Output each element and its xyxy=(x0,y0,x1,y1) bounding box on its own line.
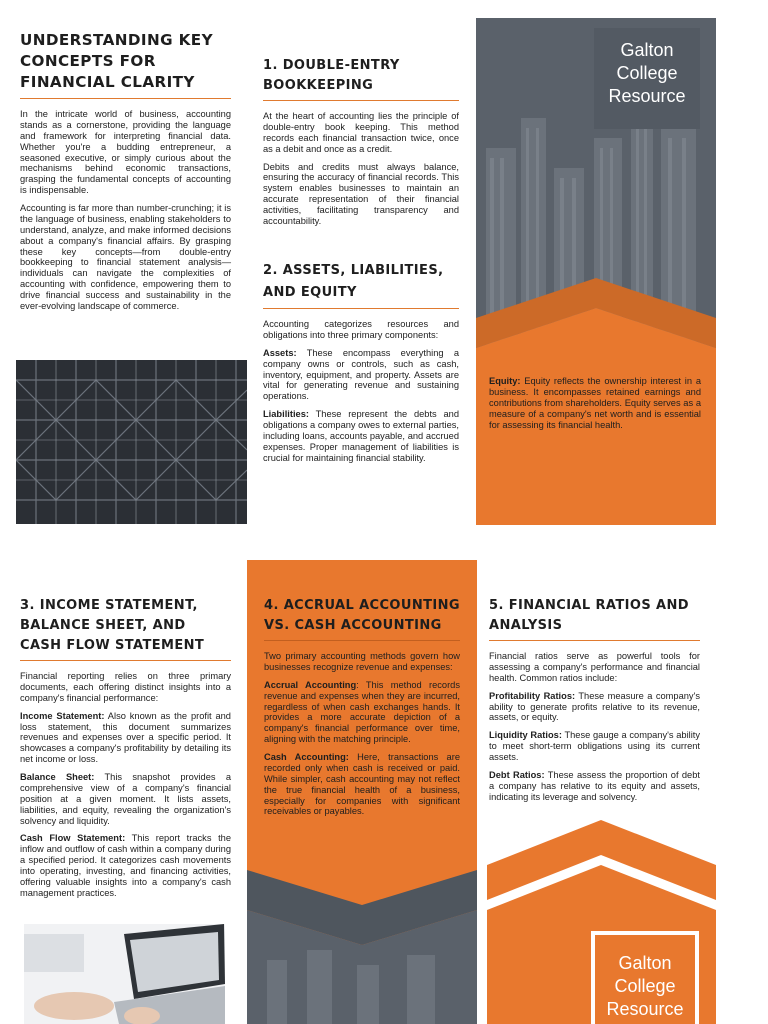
cash-accounting-paragraph xyxy=(264,752,460,817)
balance-text: This snapshot provides a comprehensive view of a company's financial position at a given moment. It lists assets, liabilities, and equity, revealing the organization's solvency and liquidity. xyxy=(20,772,231,826)
section-4-body xyxy=(264,651,460,817)
income-label: Income Statement: xyxy=(20,710,105,721)
balance-paragraph xyxy=(20,772,231,826)
section-3-title: 3. INCOME STATEMENT, BALANCE SHEET, AND CASH FLOW STATEMENT xyxy=(20,598,205,653)
equity-text: Equity reflects the ownership interest in a business. It encompasses retained earnings and contributions from shareholders. Equity serves as a measure of a company's net worth and is essential for assessing its financial health. xyxy=(489,376,701,430)
logo-line-2: College xyxy=(616,63,678,83)
college-logo-bottom xyxy=(595,935,695,1021)
section-4-intro: Two primary accounting methods govern how businesses recognize revenue and expenses: xyxy=(264,651,460,672)
intro-paragraph-2: Accounting is far more than number-crunching; it is the language of business, enabling stakeholders to understand, analyze, and make informed decisions about a company's financial affairs. By grasping these key concepts—from double-entry bookkeeping to financial statement analysis—individuals can navigate the complexities of accounting with confidence, empowering them to drive financial success and sustainability in the ever-evolving landscape of commerce. xyxy=(20,203,231,311)
intro-section xyxy=(20,30,231,319)
logo-line-1: Galton xyxy=(620,40,674,60)
accrual-paragraph xyxy=(264,680,460,745)
section-1-paragraph-2: Debits and credits must always balance, ensuring the accuracy of financial records. This system enables businesses to maintain an accurate representation of their financial activities, facilitating transparency and accountability. xyxy=(263,161,459,226)
liabilities-paragraph xyxy=(263,409,459,463)
section-2-intro: Accounting categorizes resources and obligations into three primary components: xyxy=(263,319,459,340)
liquidity-label: Liquidity Ratios: xyxy=(489,730,562,741)
liabilities-label: Liabilities: xyxy=(263,409,309,420)
section-1-title: 1. DOUBLE-ENTRY BOOKKEEPING xyxy=(263,58,400,93)
laptop-photo xyxy=(24,924,225,1024)
cashflow-paragraph xyxy=(20,833,231,898)
assets-label: Assets: xyxy=(263,347,297,358)
section-4 xyxy=(264,596,460,824)
logo-frame xyxy=(591,931,699,1024)
section-5-intro: Financial ratios serve as powerful tools for assessing a company's performance and financial health. Common ratios include: xyxy=(489,651,700,683)
accrual-label: Accrual Accounting xyxy=(264,679,357,690)
divider xyxy=(20,660,231,661)
debt-paragraph xyxy=(489,770,700,803)
divider xyxy=(489,640,700,641)
logo-line-2: College xyxy=(614,976,676,996)
equity-label: Equity: xyxy=(489,376,521,386)
liquidity-text: These gauge a company's ability to meet short-term obligations using its current assets. xyxy=(489,730,700,762)
section-1 xyxy=(263,56,459,234)
section-5-title: 5. FINANCIAL RATIOS AND ANALYSIS xyxy=(489,598,689,633)
section-5 xyxy=(489,596,700,810)
assets-paragraph xyxy=(263,348,459,402)
logo-line-3: Resource xyxy=(606,999,684,1019)
intro-title: UNDERSTANDING KEY CONCEPTS FOR FINANCIAL CLARITY xyxy=(20,31,213,91)
section-3-intro: Financial reporting relies on three primary documents, each offering distinct insights into a company's financial performance: xyxy=(20,671,231,703)
equity-paragraph xyxy=(489,376,701,430)
section-3 xyxy=(20,596,231,906)
income-text: Also known as the profit and loss statement, this document summarizes revenues and expenses over a specific period. It showcases a company's profitability by detailing its net income or loss. xyxy=(20,710,231,765)
section-4-panel xyxy=(247,560,477,1024)
debt-text: These assess the proportion of debt a company has relative to its equity and assets, indicating its leverage and solvency. xyxy=(489,769,700,802)
profitability-paragraph xyxy=(489,691,700,724)
divider xyxy=(263,308,459,309)
balance-label: Balance Sheet: xyxy=(20,772,95,782)
liabilities-text: These represent the debts and obligations a company owes to external parties, including loans, accounts payable, and accrued expenses. Proper management of liabilities is crucial for maintaining financial stability. xyxy=(263,409,459,463)
liquidity-paragraph xyxy=(489,730,700,763)
chevron-decoration xyxy=(247,850,477,1024)
accrual-text: : This method records revenue and expenses when they are incurred, regardless of when cash exchanges hands. It provides a more accurate depiction of a company's financial performance over time, aligning with the matching principle. xyxy=(264,679,460,745)
cash-accounting-text: Here, transactions are recorded only when cash is received or paid. While simpler, cash accounting may not reflect the true financial health of a business, especially for companies with significant receivables or payables. xyxy=(264,752,460,817)
profitability-label: Profitability Ratios: xyxy=(489,690,576,701)
section-2 xyxy=(263,260,459,471)
divider xyxy=(264,640,460,641)
section-1-paragraph-1: At the heart of accounting lies the principle of double-entry book keeping. This method records each financial transaction twice, once as a debit and once as a credit. xyxy=(263,111,459,154)
back-cover-panel xyxy=(487,820,716,1024)
logo-line-3: Resource xyxy=(608,86,686,106)
debt-label: Debt Ratios: xyxy=(489,769,545,780)
equity-block xyxy=(489,376,701,437)
college-logo xyxy=(594,28,700,129)
income-paragraph xyxy=(20,711,231,765)
section-2-title: 2. ASSETS, LIABILITIES, AND EQUITY xyxy=(263,263,444,300)
cover-panel xyxy=(476,18,716,525)
section-4-title: 4. ACCRUAL ACCOUNTING VS. CASH ACCOUNTING xyxy=(264,598,460,633)
logo-line-1: Galton xyxy=(618,953,672,973)
assets-text: These encompass everything a company owns or controls, such as cash, inventory, equipment, and property. Assets are vital for generating revenue and sustaining operations. xyxy=(263,347,459,402)
divider xyxy=(20,98,231,99)
intro-paragraph-1: In the intricate world of business, accounting stands as a cornerstone, providing the language and framework for interpreting financial data. Whether you're a budding entrepreneur, a seasoned executive, or simply curious about the mechanisms behind economic transactions, grasping the fundamental concepts of accounting is indispensable. xyxy=(20,109,231,196)
divider xyxy=(263,100,459,101)
ceiling-photo xyxy=(16,360,247,524)
cashflow-label: Cash Flow Statement: xyxy=(20,833,126,844)
cashflow-text: This report tracks the inflow and outflow of cash within a company during a specified period. It categorizes cash movements into operating, investing, and financing activities, offering valuable insights into a company's cash management practices. xyxy=(20,833,231,898)
profitability-text: These measure a company's ability to generate profits relative to its revenue, assets, or equity. xyxy=(489,690,700,723)
cash-accounting-label: Cash Accounting: xyxy=(264,752,349,762)
